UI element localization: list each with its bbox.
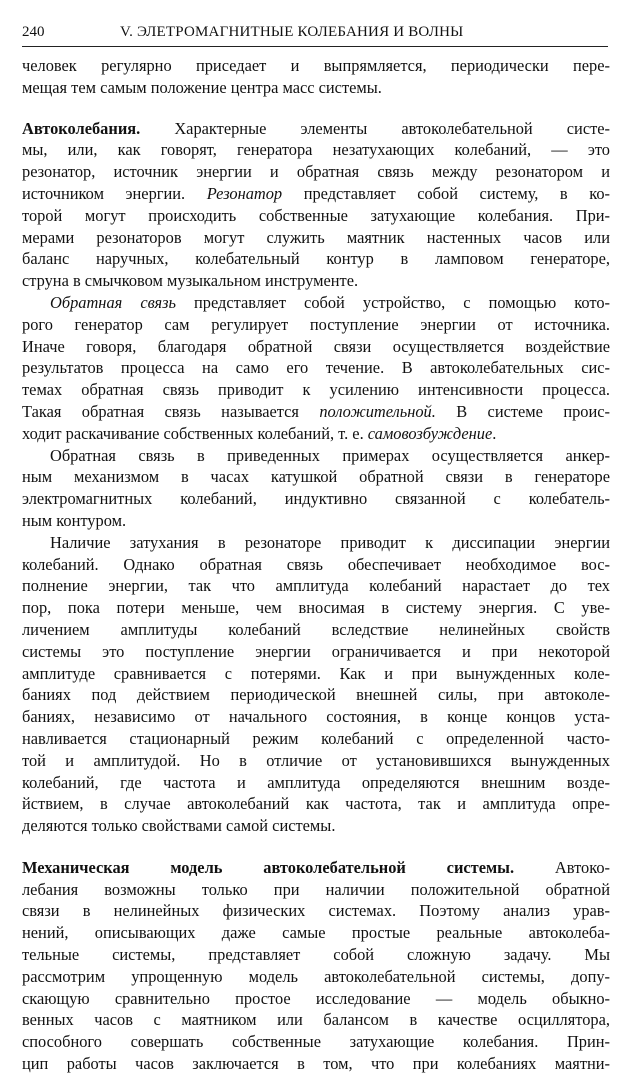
text-line: рассмотрим упрощенную модель автоколебательной системы, допу- bbox=[22, 966, 610, 986]
running-header bbox=[22, 22, 608, 47]
paragraph-gap bbox=[22, 99, 610, 118]
term-feedback: Обратная связь bbox=[50, 292, 176, 312]
text-line: колебаний. Однако обратная связь обеспечивает необходимое вос- bbox=[22, 554, 610, 574]
text-line: деляются только свойствами самой системы. bbox=[22, 816, 336, 836]
text-line: мещая тем самым положение центра масс системы. bbox=[22, 77, 382, 97]
text-line: Обратная связь в приведенных примерах осуществляется анкер- bbox=[50, 445, 610, 465]
text-line: электромагнитных колебаний, индуктивно связанной с колебатель- bbox=[22, 489, 610, 509]
term-resonator: Резонатор bbox=[206, 183, 283, 203]
text-line: пор, пока потери меньше, чем вносимая в систему энергия. С уве- bbox=[22, 598, 610, 618]
paragraph-continuation bbox=[22, 55, 610, 99]
term-positive: положительной. bbox=[319, 401, 436, 421]
chapter-title: V. ЭЛЕТРОМАГНИТНЫЕ КОЛЕБАНИЯ И ВОЛНЫ bbox=[120, 24, 464, 40]
text-line: той и амплитудой. Но в отличие от установившихся вынужденных bbox=[22, 750, 610, 770]
page-body bbox=[22, 55, 610, 1075]
term-self-excitation: самовозбуждение bbox=[367, 423, 493, 443]
text-line: Обратная связь представляет собой устройство, с помощью кото- bbox=[50, 292, 610, 312]
text-line: Наличие затухания в резонаторе приводит к диссипации энергии bbox=[50, 532, 610, 552]
text-line: Такая обратная связь называется положительной. В системе проис- bbox=[22, 401, 610, 421]
text-line: колебаний, где частота и амплитуда определяются внешним возде- bbox=[22, 772, 610, 792]
text-line: скающую сравнительно простое исследование — модель обыкно- bbox=[22, 988, 610, 1008]
paragraph-damping bbox=[22, 532, 610, 837]
text-line: баниях, независимо от начального состояния, в конце концов уста- bbox=[22, 707, 610, 727]
text-line: личением амплитуды колебаний вследствие нелинейных свойств bbox=[22, 619, 610, 639]
text-line: амплитуде сравнивается с потерями. Как и при вынужденных коле- bbox=[22, 663, 610, 683]
paragraph-gap bbox=[22, 837, 610, 857]
text-line: лебания возможны только при наличии положительной обратной bbox=[22, 879, 610, 899]
text-line: цип работы часов заключается в том, что при колебаниях маятни- bbox=[22, 1054, 610, 1074]
text-line: связи в нелинейных физических системах. Поэтому анализ урав- bbox=[22, 901, 610, 921]
text-line: Механическая модель автоколебательной системы. Автоко- bbox=[22, 857, 610, 877]
section-heading-mechanical-model: Механическая модель автоколебательной системы. bbox=[22, 857, 515, 877]
text-line: навливается стационарный режим колебаний с определенной часто- bbox=[22, 728, 610, 748]
text-line: способного совершать собственные затухающие колебания. Прин- bbox=[22, 1032, 610, 1052]
text-line: результатов процесса на само его течение. В автоколебательных сис- bbox=[22, 358, 610, 378]
text-line: системы это поступление энергии ограничивается и при некоторой bbox=[22, 641, 610, 661]
paragraph-autooscillations bbox=[22, 118, 610, 292]
text-line: резонатор, источник энергии и обратная связь между резонатором и bbox=[22, 162, 610, 182]
text-line: ходит раскачивание собственных колебаний, т. е. самовозбуждение. bbox=[22, 423, 497, 443]
text-line: баниях под действием периодической внешней силы, при автоколе- bbox=[22, 685, 610, 705]
page-number: 240 bbox=[22, 24, 45, 40]
text-line: йствием, в случае автоколебаний как частота, так и амплитуда опре- bbox=[22, 794, 610, 814]
text-line: торой могут происходить собственные затухающие колебания. При- bbox=[22, 205, 610, 225]
text-line: мы, или, как говорят, генератора незатухающих колебаний, — это bbox=[22, 140, 610, 160]
section-heading-autooscillations: Автоколебания. bbox=[22, 118, 141, 138]
paragraph-mechanical-model bbox=[22, 857, 610, 1075]
paragraph-anchor-mechanism bbox=[22, 445, 610, 532]
text-line: источником энергии. Резонатор представляет собой систему, в ко- bbox=[22, 183, 610, 203]
text-line: рого генератор сам регулирует поступление энергии от источника. bbox=[22, 314, 610, 334]
paragraph-feedback bbox=[22, 292, 610, 445]
text-line: темах обратная связь приводит к усилению интенсивности процесса. bbox=[22, 380, 610, 400]
text-line: тельные системы, представляет собой сложную задачу. Мы bbox=[22, 945, 610, 965]
text-line: венных часов с маятником или балансом в качестве осциллятора, bbox=[22, 1010, 610, 1030]
text-line: Иначе говоря, благодаря обратной связи осуществляется воздействие bbox=[22, 336, 610, 356]
text-line: полнение энергии, так что амплитуда колебаний нарастает до тех bbox=[22, 576, 610, 596]
text-line: нений, описывающих даже самые простые реальные автоколеба- bbox=[22, 923, 610, 943]
text-line: струна в смычковом музыкальном инструменте. bbox=[22, 271, 359, 291]
text-line: мерами резонаторов могут служить маятник настенных часов или bbox=[22, 227, 610, 247]
text-line: баланс наручных, колебательный контур в ламповом генераторе, bbox=[22, 249, 610, 269]
text-line: человек регулярно приседает и выпрямляется, периодически пере- bbox=[22, 56, 610, 75]
text-line: ным механизмом в часах катушкой обратной связи в генераторе bbox=[22, 467, 610, 487]
text-line: ным контуром. bbox=[22, 510, 127, 530]
text-line: Автоколебания. Характерные элементы автоколебательной систе- bbox=[22, 118, 610, 138]
